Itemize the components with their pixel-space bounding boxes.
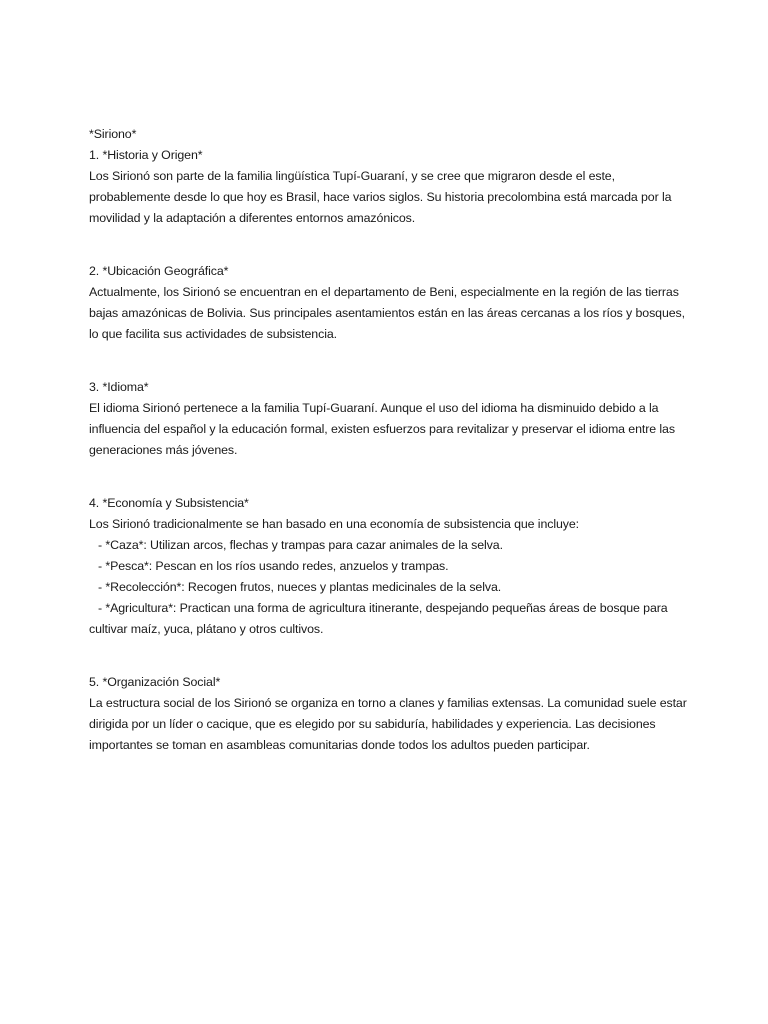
section-heading-ubicacion: 2. *Ubicación Geográfica* xyxy=(89,264,229,278)
list-item-pesca: - *Pesca*: Pescan en los ríos usando redes, anzuelos y trampas. xyxy=(98,559,449,573)
section-heading-organizacion: 5. *Organización Social* xyxy=(89,675,221,689)
list-item-caza: - *Caza*: Utilizan arcos, flechas y trampas para cazar animales de la selva. xyxy=(98,538,503,552)
section-spacer xyxy=(89,640,689,672)
list-item-recoleccion: - *Recolección*: Recogen frutos, nueces y plantas medicinales de la selva. xyxy=(98,580,502,594)
section-heading-idioma: 3. *Idioma* xyxy=(89,380,149,394)
section-spacer xyxy=(89,461,689,493)
document-page xyxy=(89,124,689,756)
section-body-idioma: El idioma Sirionó pertenece a la familia Tupí-Guaraní. Aunque el uso del idioma ha disminuido debido a la influencia del español y la educación formal, existen esfuerzos para revitalizar y preservar el idioma entre las generaciones más jóvenes. xyxy=(89,401,675,457)
section-body-organizacion: La estructura social de los Sirionó se organiza en torno a clanes y familias extensas. La comunidad suele estar dirigida por un líder o cacique, que es elegido por su sabiduría, habilidades y experiencia. Las decisiones importantes se toman en asambleas comunitarias donde todos los adultos pueden participar. xyxy=(89,696,687,752)
list-item-agricultura: - *Agricultura*: Practican una forma de agricultura itinerante, despejando pequeñas áreas de bosque para cultivar maíz, yuca, plátano y otros cultivos. xyxy=(89,601,668,636)
section-body-ubicacion: Actualmente, los Sirionó se encuentran en el departamento de Beni, especialmente en la región de las tierras bajas amazónicas de Bolivia. Sus principales asentamientos están en las áreas cercanas a los ríos y bosques, lo que facilita sus actividades de subsistencia. xyxy=(89,285,685,341)
section-heading-historia: 1. *Historia y Origen* xyxy=(89,148,203,162)
section-body-economia: Los Sirionó tradicionalmente se han basado en una economía de subsistencia que incluye: xyxy=(89,517,580,531)
section-body-historia: Los Sirionó son parte de la familia lingüística Tupí-Guaraní, y se cree que migraron desde el este, probablemente desde lo que hoy es Brasil, hace varios siglos. Su historia precolombina está marcada por la movilidad y la adaptación a diferentes entornos amazónicos. xyxy=(89,169,672,225)
section-heading-economia: 4. *Economía y Subsistencia* xyxy=(89,496,249,510)
document-title: *Siriono* xyxy=(89,127,137,141)
section-spacer xyxy=(89,229,689,261)
section-spacer xyxy=(89,345,689,377)
